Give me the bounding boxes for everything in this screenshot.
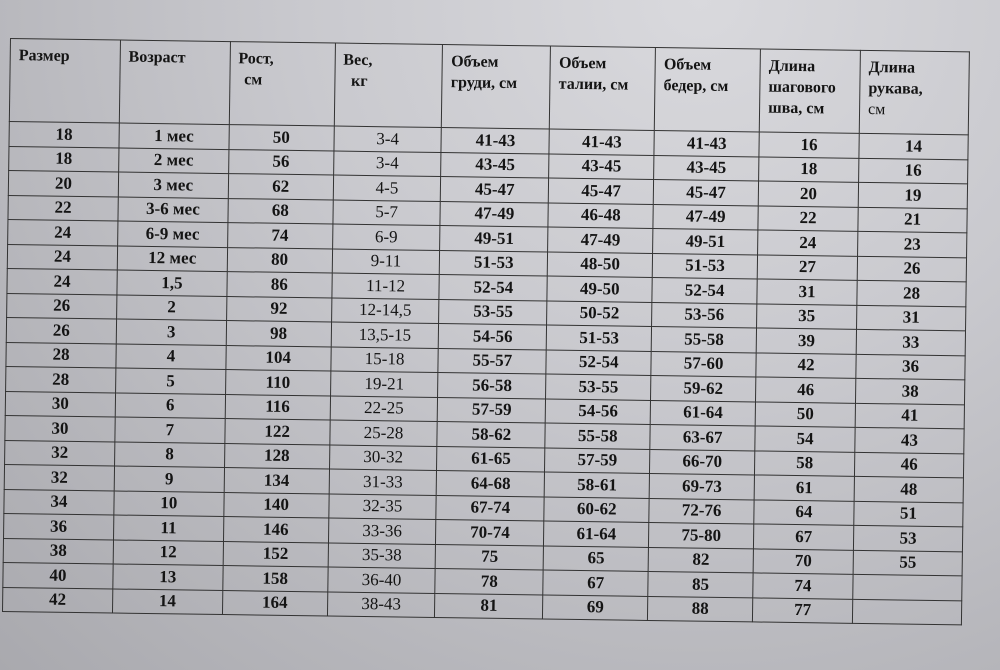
cell-age: 8 — [114, 442, 224, 468]
cell-age: 1,5 — [117, 270, 227, 296]
cell-age: 1 мес — [119, 123, 229, 149]
cell-height: 98 — [226, 321, 331, 347]
cell-height: 68 — [228, 198, 333, 224]
cell-sleeve: 41 — [855, 403, 964, 429]
cell-age: 13 — [113, 564, 223, 590]
cell-age: 3-6 мес — [118, 197, 228, 223]
cell-waist: 54-56 — [545, 399, 650, 425]
cell-chest: 47-49 — [440, 201, 548, 227]
cell-sleeve: 53 — [853, 525, 962, 551]
cell-size: 34 — [4, 489, 114, 515]
header-chest: Объем груди, см — [442, 45, 551, 129]
cell-chest: 52-54 — [439, 275, 547, 301]
cell-hips: 85 — [648, 571, 753, 597]
cell-size: 36 — [4, 513, 114, 539]
cell-waist: 67 — [543, 570, 648, 596]
cell-inseam: 77 — [752, 597, 852, 623]
cell-waist: 65 — [543, 546, 648, 572]
cell-waist: 58-61 — [544, 472, 649, 498]
cell-sleeve: 48 — [854, 476, 963, 502]
cell-weight: 4-5 — [333, 175, 441, 201]
cell-waist: 46-48 — [548, 203, 653, 229]
cell-height: 140 — [224, 492, 329, 518]
header-waist: Объем талии, см — [550, 46, 656, 130]
cell-hips: 61-64 — [650, 400, 755, 426]
cell-chest: 78 — [435, 568, 543, 594]
cell-inseam: 16 — [759, 132, 859, 158]
cell-hips: 88 — [648, 596, 753, 622]
cell-inseam: 42 — [756, 352, 856, 378]
cell-hips: 63-67 — [650, 424, 755, 450]
cell-chest: 51-53 — [440, 250, 548, 276]
cell-weight: 38-43 — [327, 591, 435, 617]
cell-age: 11 — [113, 515, 223, 541]
table-header — [9, 39, 969, 135]
cell-hips: 52-54 — [652, 277, 757, 303]
cell-waist: 57-59 — [545, 448, 650, 474]
cell-weight: 30-32 — [329, 445, 437, 471]
cell-size: 28 — [6, 342, 116, 368]
cell-weight: 3-4 — [333, 151, 441, 177]
cell-size: 42 — [2, 587, 112, 613]
cell-weight: 5-7 — [333, 200, 441, 226]
cell-inseam: 31 — [757, 279, 857, 305]
cell-inseam: 58 — [755, 450, 855, 476]
cell-age: 10 — [114, 490, 224, 516]
cell-inseam: 50 — [755, 401, 855, 427]
cell-waist: 41-43 — [549, 129, 654, 155]
cell-chest: 70-74 — [436, 519, 544, 545]
cell-weight: 35-38 — [328, 542, 436, 568]
cell-weight: 36-40 — [327, 567, 435, 593]
cell-waist: 49-50 — [547, 276, 652, 302]
cell-inseam: 39 — [756, 328, 856, 354]
cell-hips: 43-45 — [654, 155, 759, 181]
cell-size: 24 — [7, 244, 117, 270]
cell-inseam: 54 — [755, 426, 855, 452]
cell-sleeve: 31 — [857, 305, 966, 331]
cell-hips: 51-53 — [652, 253, 757, 279]
cell-hips: 66-70 — [650, 449, 755, 475]
cell-height: 62 — [228, 174, 333, 200]
cell-chest: 75 — [436, 544, 544, 570]
size-chart-table — [2, 38, 970, 625]
cell-sleeve: 43 — [855, 427, 964, 453]
cell-hips: 55-58 — [651, 326, 756, 352]
cell-weight: 13,5-15 — [331, 322, 439, 348]
cell-weight: 33-36 — [328, 518, 436, 544]
cell-chest: 58-62 — [437, 422, 545, 448]
cell-hips: 47-49 — [653, 204, 758, 230]
cell-sleeve: 28 — [857, 280, 966, 306]
cell-waist: 53-55 — [546, 374, 651, 400]
cell-chest: 55-57 — [438, 348, 546, 374]
cell-waist: 52-54 — [546, 350, 651, 376]
cell-sleeve — [853, 574, 962, 600]
cell-age: 3 — [116, 319, 226, 345]
cell-weight: 31-33 — [329, 469, 437, 495]
cell-size: 20 — [8, 170, 118, 196]
cell-height: 56 — [228, 149, 333, 175]
cell-height: 92 — [226, 296, 331, 322]
cell-waist: 43-45 — [549, 154, 654, 180]
cell-height: 104 — [226, 345, 331, 371]
cell-waist: 69 — [543, 594, 648, 620]
cell-weight: 19-21 — [330, 371, 438, 397]
cell-sleeve: 46 — [854, 452, 963, 478]
cell-chest: 41-43 — [441, 128, 549, 154]
cell-age: 12 мес — [117, 246, 227, 272]
header-height: Рост, см — [229, 42, 335, 126]
header-age: Возраст — [119, 40, 230, 125]
cell-chest: 81 — [435, 593, 543, 619]
cell-height: 80 — [227, 247, 332, 273]
cell-chest: 67-74 — [436, 495, 544, 521]
cell-weight: 15-18 — [330, 347, 438, 373]
cell-weight: 11-12 — [332, 273, 440, 299]
cell-size: 30 — [5, 415, 115, 441]
cell-weight: 3-4 — [334, 126, 442, 152]
cell-inseam: 46 — [756, 377, 856, 403]
cell-chest: 53-55 — [439, 299, 547, 325]
cell-age: 14 — [112, 588, 222, 614]
header-inseam: Длина шагового шва, см — [759, 49, 860, 133]
cell-age: 12 — [113, 539, 223, 565]
cell-inseam: 70 — [753, 548, 853, 574]
header-weight: Вес, кг — [334, 43, 443, 127]
cell-inseam: 20 — [758, 181, 858, 207]
cell-waist: 50-52 — [547, 301, 652, 327]
cell-sleeve: 51 — [854, 501, 963, 527]
cell-age: 2 мес — [119, 148, 229, 174]
cell-inseam: 61 — [754, 475, 854, 501]
cell-chest: 56-58 — [438, 373, 546, 399]
cell-weight: 32-35 — [328, 493, 436, 519]
cell-height: 122 — [225, 419, 330, 445]
cell-hips: 82 — [648, 547, 753, 573]
cell-hips: 69-73 — [649, 473, 754, 499]
table-body — [2, 121, 968, 624]
cell-weight: 22-25 — [330, 396, 438, 422]
cell-waist: 55-58 — [545, 423, 650, 449]
cell-age: 9 — [114, 466, 224, 492]
cell-hips: 53-56 — [652, 302, 757, 328]
cell-chest: 57-59 — [438, 397, 546, 423]
cell-waist: 47-49 — [548, 227, 653, 253]
cell-size: 24 — [7, 268, 117, 294]
cell-sleeve: 19 — [858, 182, 967, 208]
cell-sleeve: 55 — [853, 550, 962, 576]
cell-sleeve: 16 — [859, 158, 968, 184]
cell-chest: 43-45 — [441, 152, 549, 178]
cell-age: 6 — [115, 393, 225, 419]
cell-height: 74 — [227, 223, 332, 249]
cell-size: 26 — [6, 317, 116, 343]
cell-weight: 6-9 — [332, 224, 440, 250]
cell-hips: 59-62 — [651, 375, 756, 401]
cell-size: 30 — [5, 391, 115, 417]
cell-hips: 57-60 — [651, 351, 756, 377]
cell-inseam: 24 — [758, 230, 858, 256]
cell-waist: 48-50 — [548, 252, 653, 278]
cell-height: 86 — [227, 272, 332, 298]
cell-sleeve: 38 — [856, 378, 965, 404]
cell-inseam: 35 — [757, 303, 857, 329]
cell-size: 18 — [9, 146, 119, 172]
cell-hips: 75-80 — [649, 522, 754, 548]
header-size: Размер — [9, 39, 120, 124]
cell-size: 22 — [8, 195, 118, 221]
cell-size: 38 — [3, 538, 113, 564]
cell-waist: 45-47 — [549, 178, 654, 204]
cell-age: 5 — [115, 368, 225, 394]
cell-waist: 51-53 — [547, 325, 652, 351]
cell-age: 4 — [116, 344, 226, 370]
header-hips: Объем бедер, см — [654, 48, 760, 132]
cell-sleeve: 36 — [856, 354, 965, 380]
header-sleeve: Длина рукава, см — [859, 50, 969, 135]
cell-inseam: 18 — [759, 156, 859, 182]
cell-sleeve — [852, 599, 961, 625]
cell-inseam: 74 — [753, 573, 853, 599]
cell-inseam: 64 — [754, 499, 854, 525]
cell-height: 164 — [222, 590, 327, 616]
cell-inseam: 22 — [758, 205, 858, 231]
cell-height: 146 — [223, 517, 328, 543]
cell-inseam: 27 — [757, 254, 857, 280]
cell-sleeve: 33 — [856, 329, 965, 355]
cell-hips: 45-47 — [653, 180, 758, 206]
cell-age: 7 — [115, 417, 225, 443]
cell-chest: 64-68 — [437, 471, 545, 497]
cell-size: 24 — [8, 219, 118, 245]
cell-sleeve: 26 — [857, 256, 966, 282]
cell-chest: 49-51 — [440, 226, 548, 252]
cell-age: 6-9 мес — [117, 221, 227, 247]
cell-chest: 61-65 — [437, 446, 545, 472]
cell-hips: 72-76 — [649, 498, 754, 524]
cell-hips: 41-43 — [654, 131, 759, 157]
cell-waist: 61-64 — [544, 521, 649, 547]
cell-age: 3 мес — [118, 172, 228, 198]
cell-weight: 12-14,5 — [331, 298, 439, 324]
cell-sleeve: 23 — [858, 231, 967, 257]
cell-size: 32 — [5, 440, 115, 466]
cell-height: 128 — [224, 443, 329, 469]
header-row — [9, 39, 969, 135]
cell-size: 18 — [9, 121, 119, 147]
cell-inseam: 67 — [754, 524, 854, 550]
cell-height: 110 — [225, 370, 330, 396]
cell-size: 26 — [7, 293, 117, 319]
cell-height: 50 — [229, 125, 334, 151]
cell-sleeve: 14 — [859, 133, 968, 159]
cell-weight: 9-11 — [332, 249, 440, 275]
cell-height: 116 — [225, 394, 330, 420]
cell-height: 158 — [223, 566, 328, 592]
cell-height: 134 — [224, 468, 329, 494]
cell-chest: 54-56 — [439, 324, 547, 350]
cell-height: 152 — [223, 541, 328, 567]
cell-size: 28 — [6, 366, 116, 392]
cell-waist: 60-62 — [544, 497, 649, 523]
cell-age: 2 — [116, 295, 226, 321]
cell-chest: 45-47 — [441, 177, 549, 203]
cell-hips: 49-51 — [653, 228, 758, 254]
cell-size: 40 — [3, 562, 113, 588]
cell-sleeve: 21 — [858, 207, 967, 233]
cell-size: 32 — [4, 464, 114, 490]
cell-weight: 25-28 — [329, 420, 437, 446]
